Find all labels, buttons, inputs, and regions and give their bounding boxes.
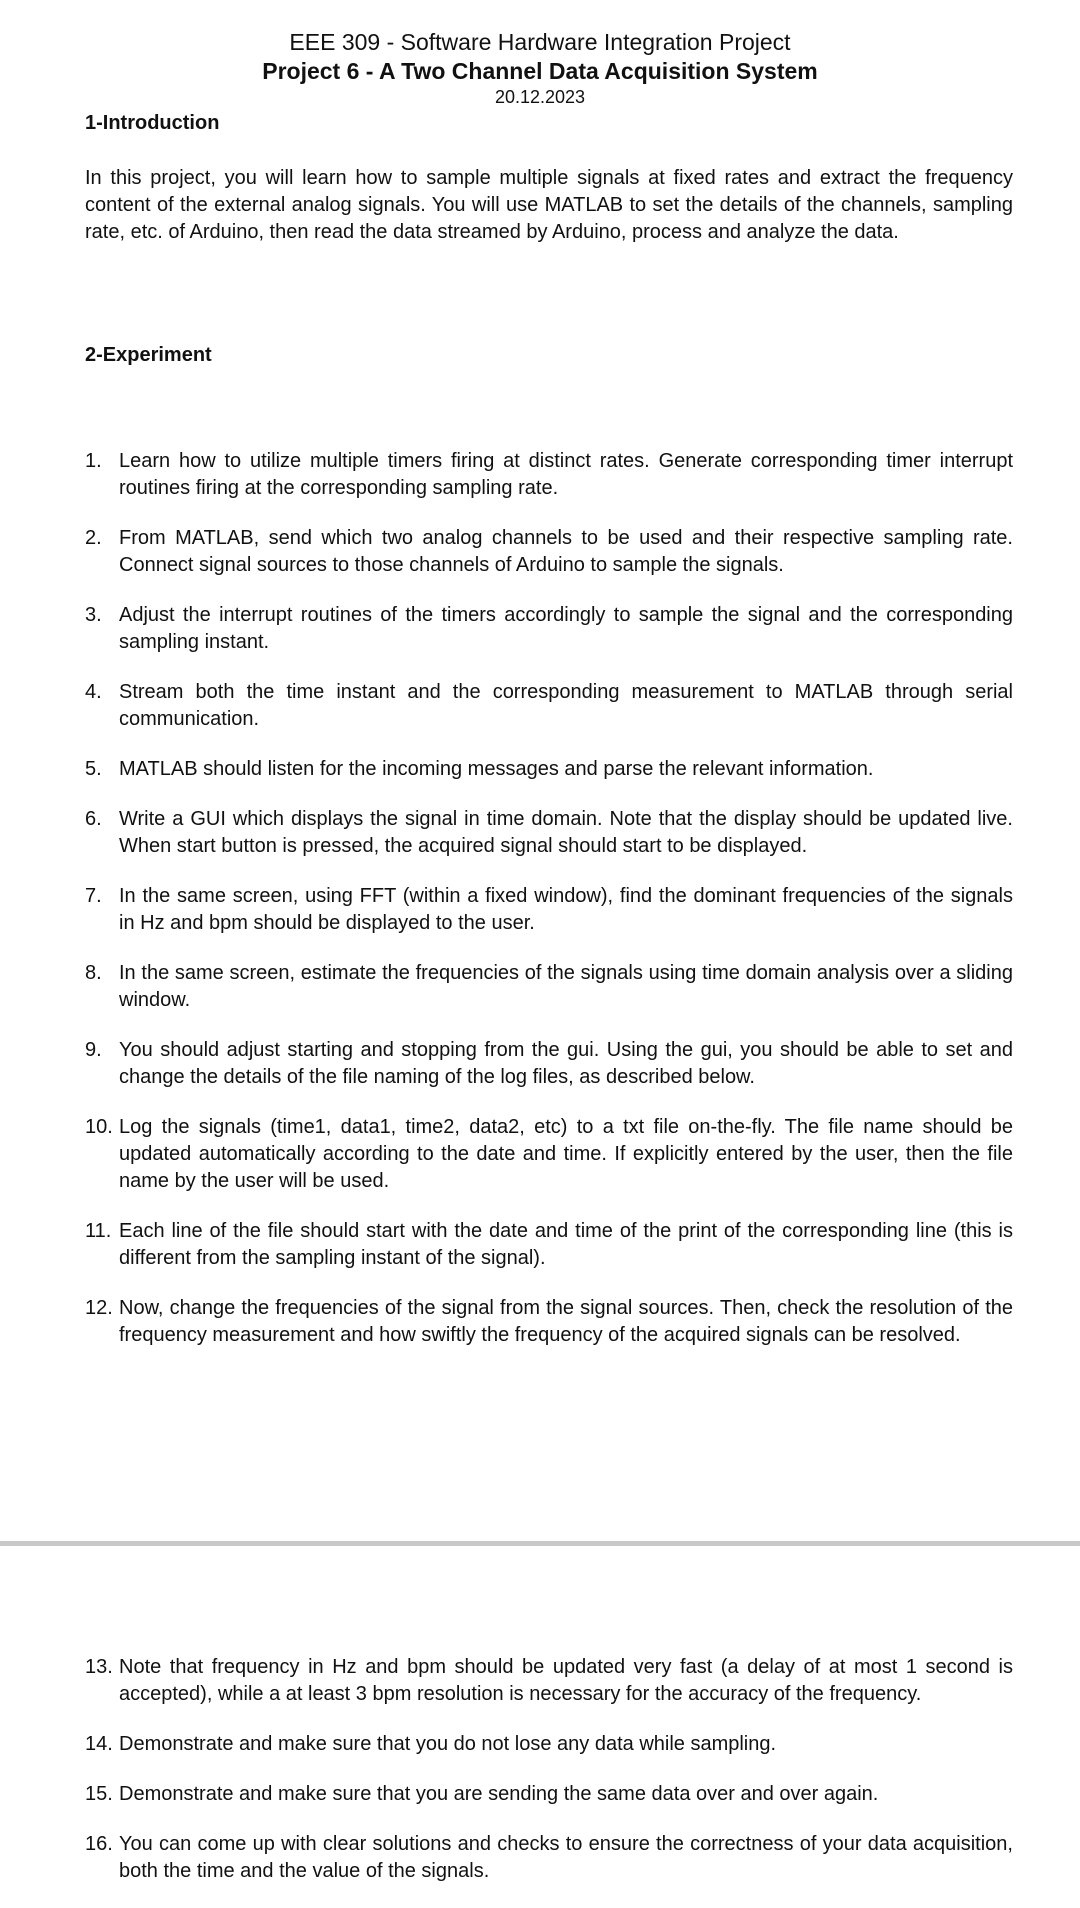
task-item-6 — [85, 806, 1013, 860]
task-number: 10. — [85, 1116, 113, 1138]
task-text: Demonstrate and make sure that you are sending the same data over and over again. — [119, 1783, 879, 1805]
task-item-13 — [85, 1654, 1013, 1708]
task-item-8 — [85, 960, 1013, 1014]
task-text: You can come up with clear solutions and checks to ensure the correctness of your data acquisition, both the time and the value of the signals. — [119, 1833, 1013, 1882]
task-item-1 — [85, 448, 1013, 502]
task-text: Demonstrate and make sure that you do not lose any data while sampling. — [119, 1733, 777, 1755]
task-number: 1. — [85, 450, 102, 472]
introduction-paragraph: In this project, you will learn how to sample multiple signals at fixed rates and extract the frequency content of the external analog signals. You will use MATLAB to set the details of the channels, sampling rate, etc. of Arduino, then read the data streamed by Arduino, process and analyze the data. — [85, 167, 1013, 243]
task-number: 13. — [85, 1656, 113, 1678]
task-text: MATLAB should listen for the incoming messages and parse the relevant information. — [119, 758, 874, 780]
task-text: In the same screen, estimate the frequencies of the signals using time domain analysis over a sliding window. — [119, 962, 1013, 1011]
project-title: Project 6 - A Two Channel Data Acquisition System — [262, 58, 818, 84]
task-item-11 — [85, 1218, 1013, 1272]
task-text: Write a GUI which displays the signal in time domain. Note that the display should be updated live. When start button is pressed, the acquired signal should start to be displayed. — [119, 808, 1013, 857]
task-text: Now, change the frequencies of the signal from the signal sources. Then, check the resolution of the frequency measurement and how swiftly the frequency of the acquired signals can be resolved. — [119, 1297, 1013, 1346]
task-item-3 — [85, 602, 1013, 656]
task-number: 3. — [85, 604, 102, 626]
task-item-9 — [85, 1037, 1013, 1091]
task-number: 5. — [85, 758, 102, 780]
task-item-15 — [85, 1781, 1013, 1808]
task-text: Adjust the interrupt routines of the timers accordingly to sample the signal and the corresponding sampling instant. — [119, 604, 1013, 653]
task-text: Each line of the file should start with the date and time of the print of the corresponding line (this is different from the sampling instant of the signal). — [119, 1220, 1013, 1269]
task-number: 14. — [85, 1733, 113, 1755]
course-title: EEE 309 - Software Hardware Integration Project — [289, 29, 791, 55]
task-text: From MATLAB, send which two analog channels to be used and their respective sampling rate. Connect signal sources to those channels of Arduino to sample the signals. — [119, 527, 1013, 576]
task-item-2 — [85, 525, 1013, 579]
task-item-7 — [85, 883, 1013, 937]
task-text: You should adjust starting and stopping from the gui. Using the gui, you should be able to set and change the details of the file naming of the log files, as described below. — [119, 1039, 1013, 1088]
experiment-heading: 2-Experiment — [85, 344, 212, 366]
task-number: 11. — [85, 1220, 112, 1242]
experiment-task-list-continued — [85, 1654, 1013, 1908]
task-text: Learn how to utilize multiple timers firing at distinct rates. Generate corresponding timer interrupt routines firing at the corresponding sampling rate. — [119, 450, 1013, 499]
task-text: Log the signals (time1, data1, time2, data2, etc) to a txt file on-the-fly. The file name should be updated automatically according to the date and time. If explicitly entered by the user, then the file name by the user will be used. — [119, 1116, 1013, 1192]
task-text: In the same screen, using FFT (within a fixed window), find the dominant frequencies of the signals in Hz and bpm should be displayed to the user. — [119, 885, 1013, 934]
document-page-2 — [0, 1546, 1080, 1899]
task-item-12 — [85, 1295, 1013, 1349]
task-number: 9. — [85, 1039, 102, 1061]
task-number: 12. — [85, 1297, 113, 1319]
task-number: 4. — [85, 681, 102, 703]
task-item-16 — [85, 1831, 1013, 1885]
task-number: 2. — [85, 527, 102, 549]
task-number: 7. — [85, 885, 102, 907]
task-item-4 — [85, 679, 1013, 733]
task-number: 8. — [85, 962, 102, 984]
task-item-14 — [85, 1731, 1013, 1758]
experiment-task-list — [85, 448, 1013, 1372]
task-number: 16. — [85, 1833, 113, 1855]
task-text: Note that frequency in Hz and bpm should be updated very fast (a delay of at most 1 second is accepted), while a at least 3 bpm resolution is necessary for the accuracy of the frequency. — [119, 1656, 1013, 1705]
introduction-heading: 1-Introduction — [85, 112, 220, 134]
task-number: 6. — [85, 808, 102, 830]
task-number: 15. — [85, 1783, 113, 1805]
document-date: 20.12.2023 — [494, 87, 586, 107]
task-item-5 — [85, 756, 1013, 783]
task-text: Stream both the time instant and the corresponding measurement to MATLAB through serial communication. — [119, 681, 1013, 730]
task-item-10 — [85, 1114, 1013, 1195]
